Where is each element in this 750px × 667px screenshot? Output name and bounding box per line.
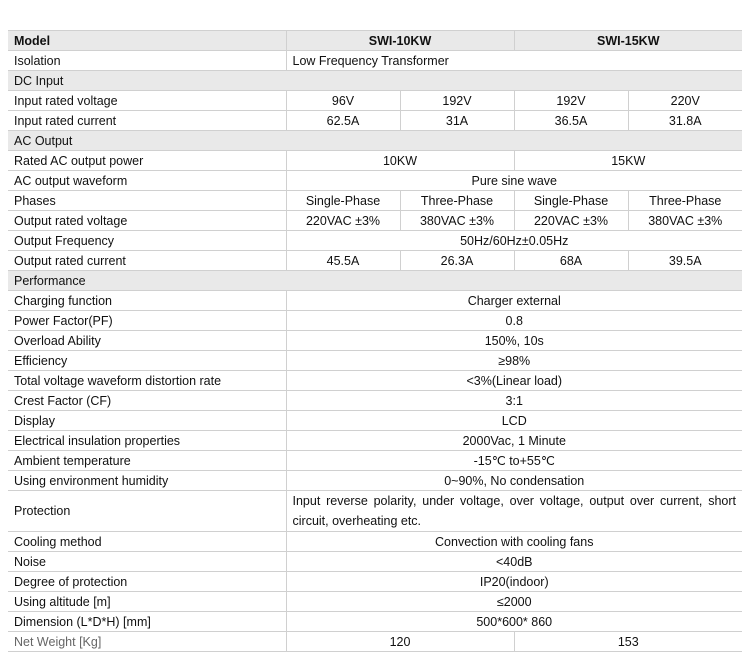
table-row (8, 371, 742, 391)
row-value: LCD (286, 411, 742, 431)
row-value: 39.5A (628, 251, 742, 271)
section-title: DC Input (8, 71, 742, 91)
row-label: Overload Ability (8, 331, 286, 351)
row-value: <40dB (286, 552, 742, 572)
swi-15kw-header: SWI-15KW (514, 31, 742, 51)
row-label: Output rated current (8, 251, 286, 271)
row-label: Efficiency (8, 351, 286, 371)
table-row (8, 592, 742, 612)
section-title: Performance (8, 271, 742, 291)
row-value: Convection with cooling fans (286, 532, 742, 552)
row-value: 96V (286, 91, 400, 111)
table-row (8, 411, 742, 431)
section-performance (8, 271, 742, 291)
section-title: AC Output (8, 131, 742, 151)
row-value: 26.3A (400, 251, 514, 271)
row-value: ≥98% (286, 351, 742, 371)
row-value: 36.5A (514, 111, 628, 131)
model-header: Model (8, 31, 286, 51)
row-label: Output rated voltage (8, 211, 286, 231)
row-value: 0.8 (286, 311, 742, 331)
row-value: 62.5A (286, 111, 400, 131)
row-label: Output Frequency (8, 231, 286, 251)
table-row (8, 51, 742, 71)
row-value: Three-Phase (628, 191, 742, 211)
row-value: Pure sine wave (286, 171, 742, 191)
row-value: 220V (628, 91, 742, 111)
row-value: 3:1 (286, 391, 742, 411)
row-label: Isolation (8, 51, 286, 71)
row-value: 220VAC ±3% (286, 211, 400, 231)
row-value: 31A (400, 111, 514, 131)
row-label: Degree of protection (8, 572, 286, 592)
row-value: 220VAC ±3% (514, 211, 628, 231)
table-row (8, 191, 742, 211)
row-value: Low Frequency Transformer (286, 51, 742, 71)
row-value: IP20(indoor) (286, 572, 742, 592)
spec-table (8, 30, 742, 652)
row-value: ≤2000 (286, 592, 742, 612)
table-row (8, 91, 742, 111)
table-row (8, 311, 742, 331)
table-row (8, 331, 742, 351)
row-value: <3%(Linear load) (286, 371, 742, 391)
table-row (8, 251, 742, 271)
section-dc-input (8, 71, 742, 91)
row-label: Phases (8, 191, 286, 211)
row-value: 10KW (286, 151, 514, 171)
row-value: 153 (514, 632, 742, 652)
row-label: Net Weight [Kg] (8, 632, 286, 652)
table-row (8, 491, 742, 532)
table-row (8, 211, 742, 231)
row-value: Charger external (286, 291, 742, 311)
row-value: 120 (286, 632, 514, 652)
row-label: Noise (8, 552, 286, 572)
row-label: Protection (8, 491, 286, 532)
row-value: 31.8A (628, 111, 742, 131)
table-row (8, 151, 742, 171)
table-row (8, 572, 742, 592)
table-row (8, 632, 742, 652)
table-header-row (8, 31, 742, 51)
table-row (8, 171, 742, 191)
row-label: Display (8, 411, 286, 431)
row-label: AC output waveform (8, 171, 286, 191)
row-label: Charging function (8, 291, 286, 311)
row-label: Rated AC output power (8, 151, 286, 171)
row-value: Single-Phase (514, 191, 628, 211)
table-row (8, 111, 742, 131)
row-value: 0~90%, No condensation (286, 471, 742, 491)
table-row (8, 451, 742, 471)
row-label: Total voltage waveform distortion rate (8, 371, 286, 391)
row-value: Single-Phase (286, 191, 400, 211)
row-value: 2000Vac, 1 Minute (286, 431, 742, 451)
row-label: Electrical insulation properties (8, 431, 286, 451)
table-row (8, 351, 742, 371)
row-value: 150%, 10s (286, 331, 742, 351)
row-value: 192V (400, 91, 514, 111)
row-label: Dimension (L*D*H) [mm] (8, 612, 286, 632)
table-row (8, 291, 742, 311)
row-value: -15℃ to+55℃ (286, 451, 742, 471)
table-row (8, 231, 742, 251)
row-value: 68A (514, 251, 628, 271)
row-value: 15KW (514, 151, 742, 171)
row-label: Ambient temperature (8, 451, 286, 471)
table-row (8, 431, 742, 451)
row-value: 192V (514, 91, 628, 111)
row-value: 500*600* 860 (286, 612, 742, 632)
row-label: Cooling method (8, 532, 286, 552)
row-label: Input rated current (8, 111, 286, 131)
row-value: Three-Phase (400, 191, 514, 211)
row-label: Input rated voltage (8, 91, 286, 111)
row-label: Power Factor(PF) (8, 311, 286, 331)
row-value: 50Hz/60Hz±0.05Hz (286, 231, 742, 251)
row-label: Using environment humidity (8, 471, 286, 491)
table-row (8, 532, 742, 552)
row-value: Input reverse polarity, under voltage, over voltage, output over current, short circuit, overheating etc. (286, 491, 742, 532)
row-label: Crest Factor (CF) (8, 391, 286, 411)
row-label: Using altitude [m] (8, 592, 286, 612)
table-row (8, 471, 742, 491)
table-row (8, 612, 742, 632)
row-value: 45.5A (286, 251, 400, 271)
section-ac-output (8, 131, 742, 151)
row-value: 380VAC ±3% (400, 211, 514, 231)
row-value: 380VAC ±3% (628, 211, 742, 231)
table-row (8, 552, 742, 572)
swi-10kw-header: SWI-10KW (286, 31, 514, 51)
table-row (8, 391, 742, 411)
